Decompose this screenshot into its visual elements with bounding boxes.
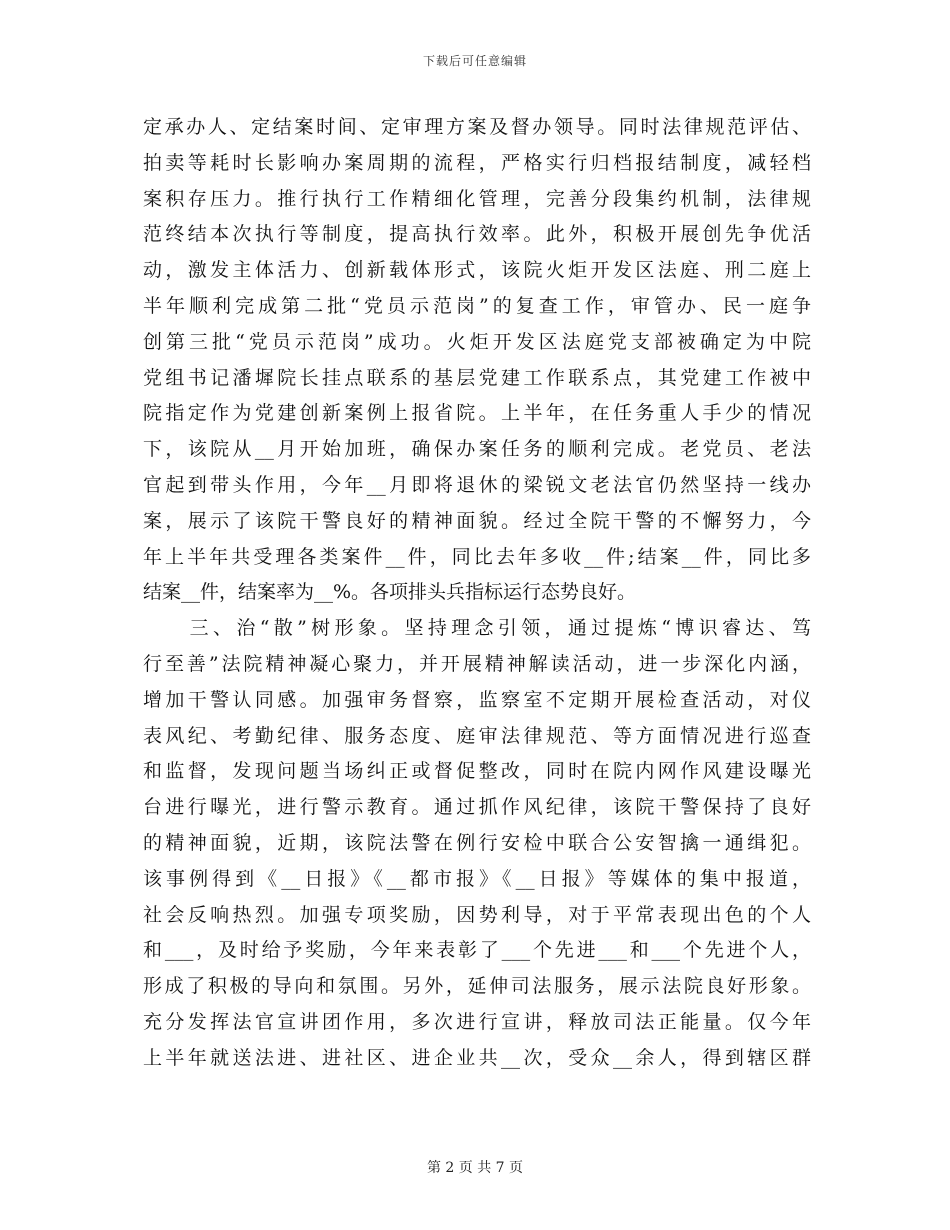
text-line: 增加干警认同感。加强审务督察，监察室不定期开展检查活动，对仪 <box>143 688 811 711</box>
paragraph-1 <box>143 110 811 611</box>
text-line: 充分发挥法官宣讲团作用，多次进行宣讲，释放司法正能量。仅今年 <box>143 1010 811 1033</box>
text-line: 院指定作为党建创新案例上报省院。上半年，在任务重人手少的情况 <box>143 402 811 425</box>
text-line: 创第三批“党员示范岗”成功。火炬开发区法庭党支部被确定为中院 <box>143 330 811 353</box>
text-line: 半年顺利完成第二批“党员示范岗”的复查工作，审管办、民一庭争 <box>143 294 811 317</box>
text-line: 的精神面貌，近期，该院法警在例行安检中联合公安智擒一通缉犯。 <box>143 831 811 854</box>
text-line: 台进行曝光，进行警示教育。通过抓作风纪律，该院干警保持了良好 <box>143 796 811 819</box>
text-line: 官起到带头作用，今年__月即将退休的梁锐文老法官仍然坚持一线办 <box>143 473 811 496</box>
text-line: 定承办人、定结案时间、定审理方案及督办领导。同时法律规范评估、 <box>143 116 811 138</box>
text-line: 动，激发主体活力、创新载体形式，该院火炬开发区法庭、刑二庭上 <box>143 259 811 282</box>
text-line: 案，展示了该院干警良好的精神面貌。经过全院干警的不懈努力，今 <box>143 509 811 532</box>
text-line: 表风纪、考勤纪律、服务态度、庭审法律规范、等方面情况进行巡查 <box>143 724 811 747</box>
text-line: 结案__件，结案率为__%。各项排头兵指标运行态势良好。 <box>143 581 637 604</box>
text-line: 社会反响热烈。加强专项奖励，因势利导，对于平常表现出色的个人 <box>143 903 811 926</box>
text-line: 三、治“散”树形象。坚持理念引领，通过提炼“博识睿达、笃 <box>143 617 811 640</box>
text-line: 范终结本次执行等制度，提高执行效率。此外，积极开展创先争优活 <box>143 223 811 246</box>
text-line: 党组书记潘墀院长挂点联系的基层党建工作联系点，其党建工作被中 <box>143 366 811 389</box>
document-body <box>143 110 811 1077</box>
text-line: 该事例得到《__日报》《__都市报》《__日报》等媒体的集中报道， <box>143 867 811 890</box>
text-line: 形成了积极的导向和氛围。另外，延伸司法服务，展示法院良好形象。 <box>143 975 811 998</box>
text-line: 年上半年共受理各类案件__件，同比去年多收__件;结案__件，同比多 <box>143 545 811 568</box>
text-line: 上半年就送法进、进社区、进企业共__次，受众__余人，得到辖区群 <box>143 1046 811 1069</box>
text-line: 拍卖等耗时长影响办案周期的流程，严格实行归档报结制度，减轻档 <box>143 151 811 174</box>
text-line: 案积存压力。推行执行工作精细化管理，完善分段集约机制，法律规 <box>143 187 811 210</box>
page-number: 第 2 页 共 7 页 <box>426 1160 524 1176</box>
text-line: 行至善”法院精神凝心聚力，并开展精神解读活动，进一步深化内涵， <box>143 652 811 675</box>
paragraph-2 <box>143 611 811 1076</box>
text-line: 下，该院从__月开始加班，确保办案任务的顺利完成。老党员、老法 <box>143 438 811 461</box>
page-header: 下载后可任意编辑 <box>422 54 527 68</box>
text-line: 和监督，发现问题当场纠正或督促整改，同时在院内网作风建设曝光 <box>143 760 811 783</box>
text-line: 和___，及时给予奖励，今年来表彰了___个先进___和___个先进个人， <box>143 939 811 962</box>
